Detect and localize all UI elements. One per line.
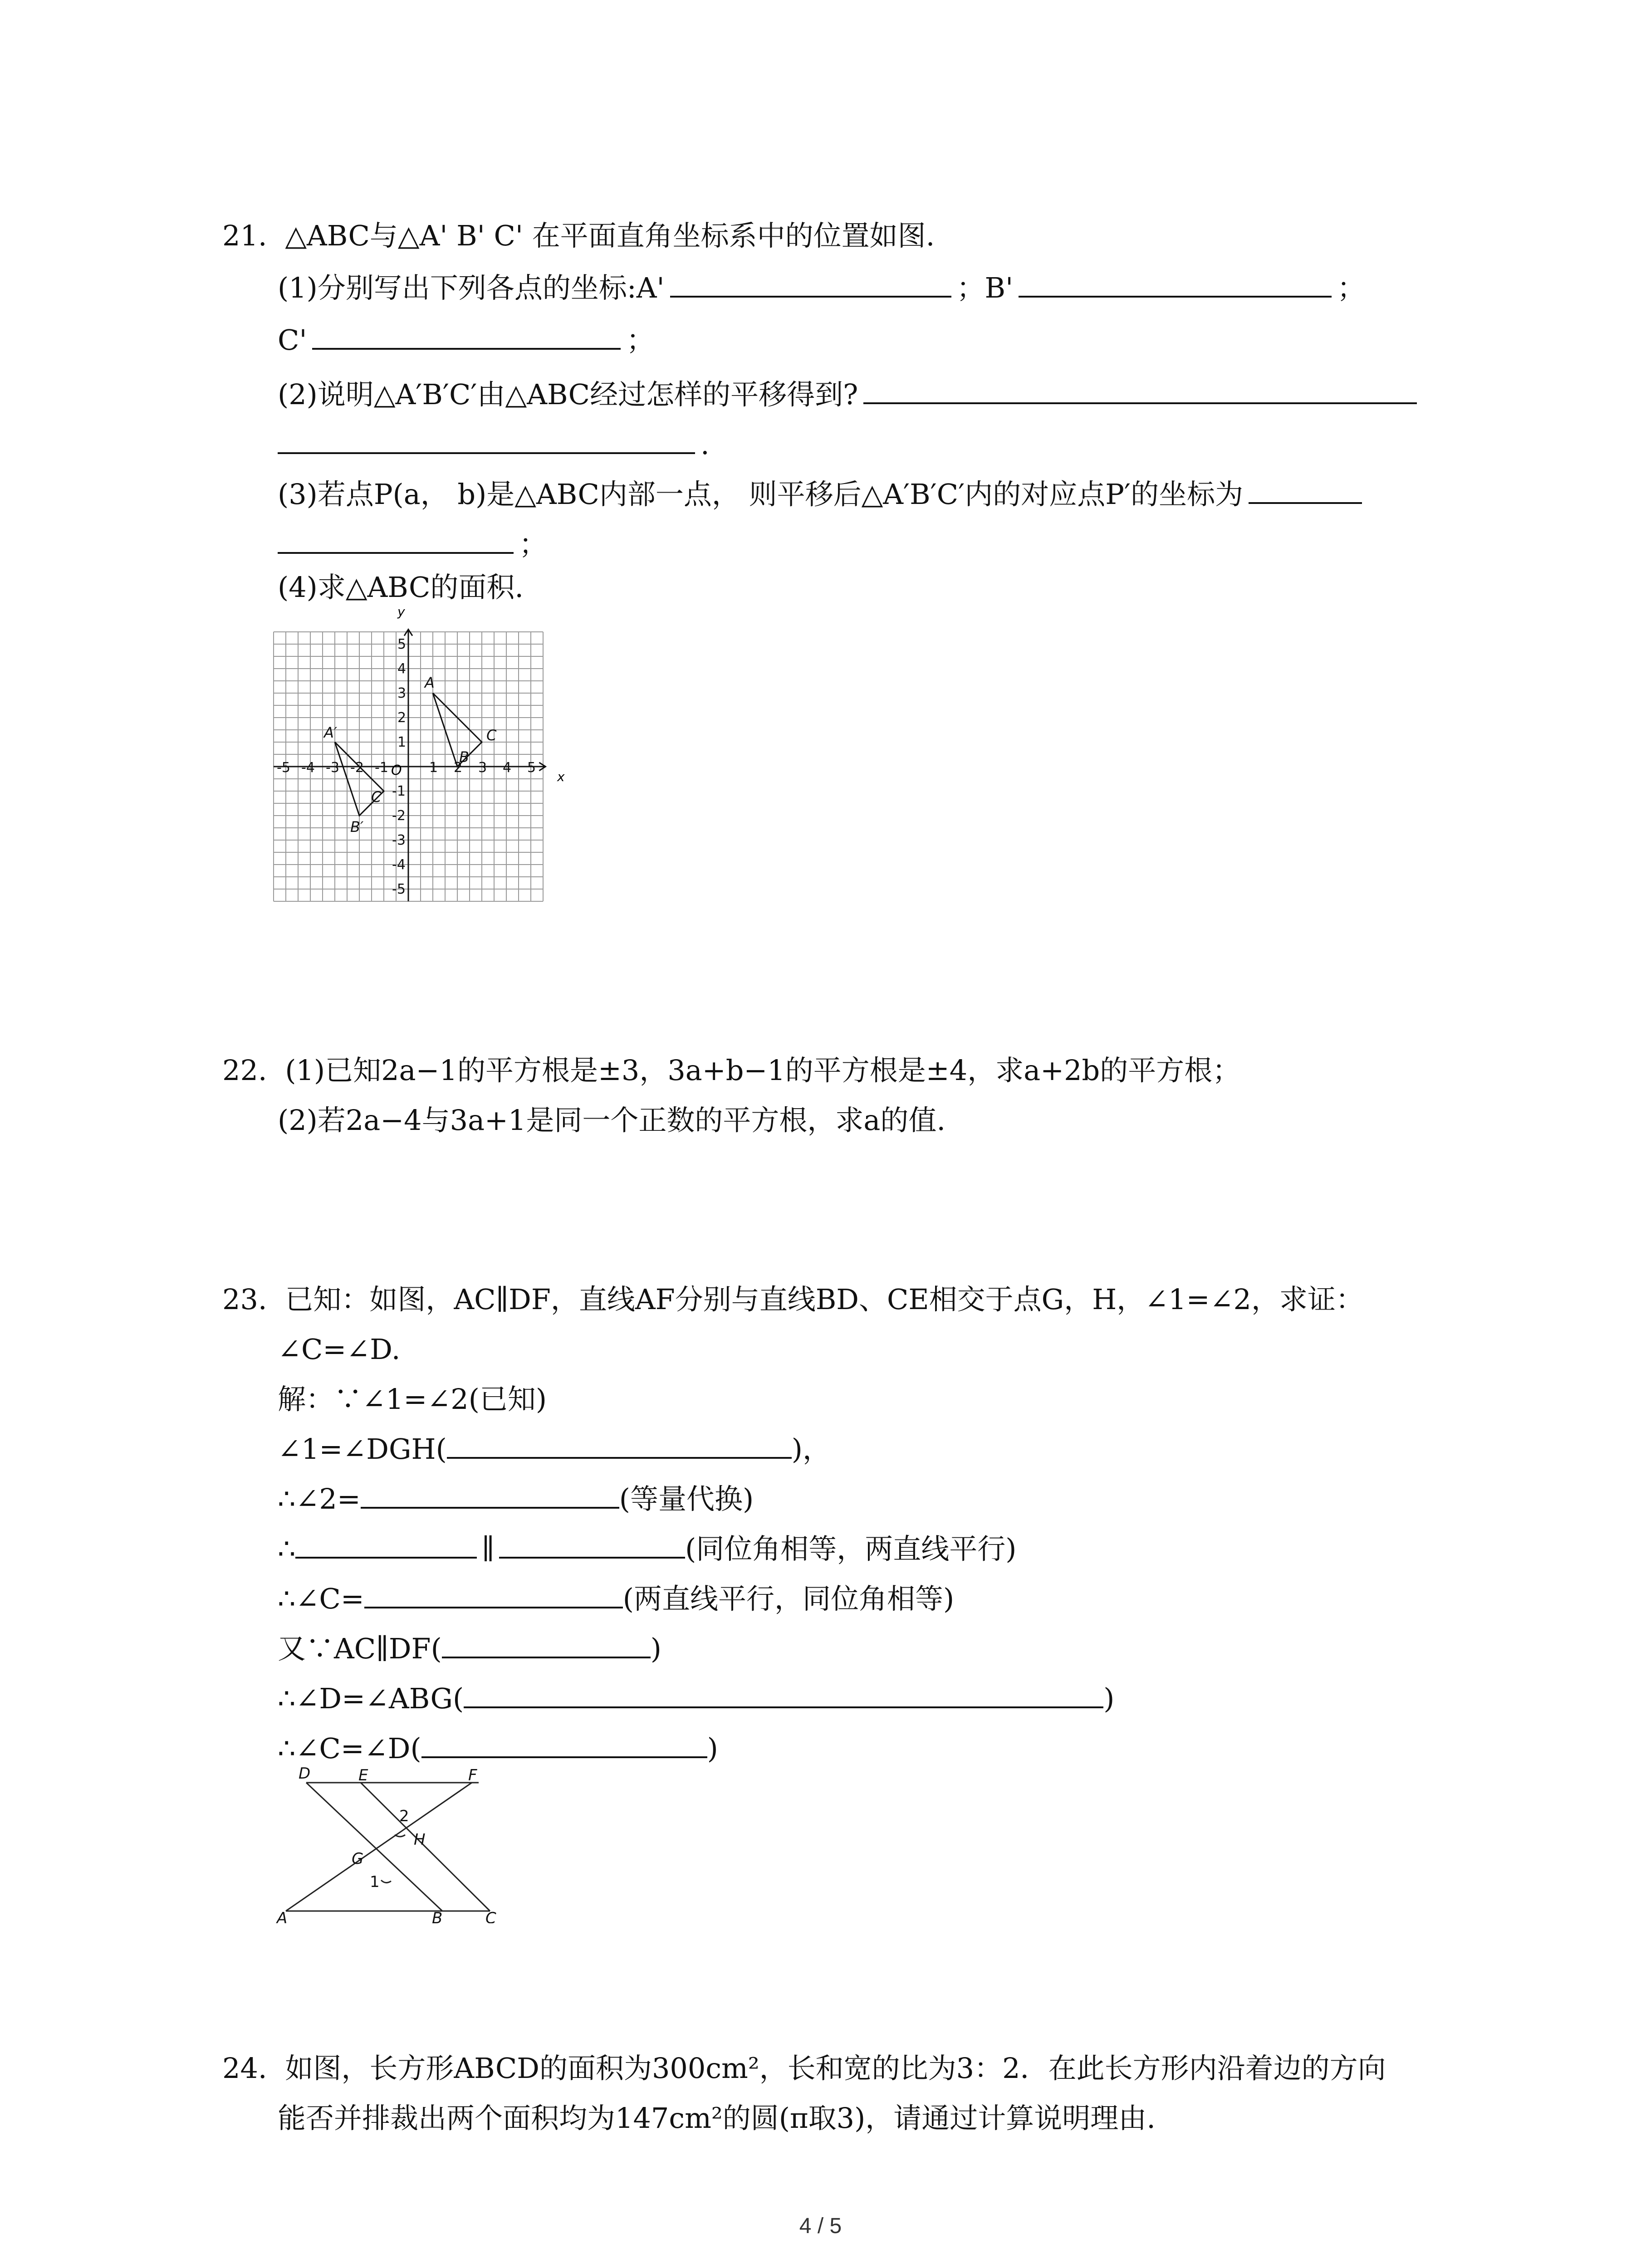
- y-tick-label: -4: [392, 857, 406, 873]
- parallel-lines-figure: [272, 1767, 508, 1923]
- q22-part1-text: (1)已知2a−1的平方根是±3，3a+b−1的平方根是±4，求a+2b的平方根；: [285, 1054, 1241, 1087]
- q23-l4-a: ∴: [278, 1532, 296, 1565]
- q21-part2-end: .: [700, 428, 710, 461]
- q23-proof-line-6: [278, 1631, 661, 1667]
- q23-l4-mid: ∥: [481, 1532, 495, 1565]
- label-B: B: [432, 1909, 443, 1923]
- label-G: G: [352, 1850, 364, 1868]
- q23-l2-a: ∠1=∠DGH(: [278, 1432, 447, 1466]
- x-tick-label: 5: [527, 760, 536, 776]
- q21-part4-text: (4)求△ABC的面积.: [278, 571, 524, 604]
- answer-blank-p-prime[interactable]: [1249, 478, 1362, 504]
- point-label: A: [425, 674, 435, 691]
- q23-l6-b: ): [650, 1632, 661, 1665]
- q21-stem: [222, 218, 935, 254]
- answer-blank-translation[interactable]: [863, 378, 1417, 404]
- x-tick-label: -3: [326, 760, 339, 776]
- q23-l5-b: (两直线平行，同位角相等): [622, 1582, 955, 1615]
- q23-proof-line-5: [278, 1581, 954, 1617]
- x-axis-label: x: [557, 769, 565, 784]
- origin-label: O: [391, 763, 402, 778]
- answer-blank-c-prime[interactable]: [312, 323, 621, 350]
- q22-number: 22.: [222, 1054, 267, 1087]
- q21-part3: [278, 476, 1367, 513]
- label-F: F: [468, 1767, 477, 1784]
- point-label: C: [486, 727, 497, 744]
- q23-l3-a: ∴∠2=: [278, 1482, 361, 1515]
- label-D: D: [299, 1767, 311, 1783]
- q21-part1: [278, 270, 1365, 306]
- label-A: A: [277, 1909, 288, 1923]
- label-H: H: [414, 1831, 426, 1849]
- label-2: 2: [399, 1807, 409, 1825]
- page-number: 4 / 5: [799, 2214, 842, 2238]
- answer-blank-b-prime[interactable]: [1019, 271, 1332, 298]
- y-axis-label: y: [397, 604, 405, 619]
- answer-blank-line-1[interactable]: [295, 1532, 477, 1559]
- q23-l3-b: (等量代换): [619, 1482, 754, 1515]
- x-tick-label: -4: [301, 760, 315, 776]
- label-C: C: [485, 1909, 496, 1923]
- q24-line-1: [222, 2050, 1386, 2087]
- q23-proof-line-7: [278, 1681, 1114, 1717]
- coordinate-grid-figure: [272, 603, 572, 903]
- q23-l7-a: ∴∠D=∠ABG(: [278, 1682, 464, 1715]
- q23-number: 23.: [222, 1283, 267, 1316]
- q24-number: 24.: [222, 2052, 267, 2085]
- q23-proof-line-2: [278, 1431, 831, 1467]
- q23-proof-line-1: [278, 1381, 547, 1418]
- q23-l2-b: )，: [791, 1432, 831, 1466]
- answer-blank-a-prime[interactable]: [670, 271, 951, 298]
- q21-number: 21.: [222, 219, 267, 252]
- q21-part1-c: [278, 322, 655, 358]
- q22-part2-text: (2)若2a−4与3a+1是同一个正数的平方根，求a的值.: [278, 1104, 946, 1137]
- x-tick-label: 4: [503, 760, 512, 776]
- answer-blank-reason-3[interactable]: [464, 1682, 1103, 1708]
- x-tick-label: -5: [277, 760, 290, 776]
- q21-part1-a: (1)分别写出下列各点的坐标:A': [278, 271, 665, 304]
- q23-l6-a: 又∵AC∥DF(: [278, 1632, 442, 1665]
- answer-blank-reason-1[interactable]: [447, 1432, 792, 1459]
- q23-l5-a: ∴∠C=: [278, 1582, 364, 1615]
- q23-proof-line-3: [278, 1481, 754, 1517]
- q23-proof-line-4: [278, 1531, 1016, 1567]
- x-tick-label: 1: [429, 760, 438, 776]
- answer-blank-translation-2[interactable]: [278, 428, 695, 454]
- q23-l8-b: ): [707, 1732, 718, 1765]
- q24-l1: 如图，长方形ABCD的面积为300cm²，长和宽的比为3：2．在此长方形内沿着边的方向: [285, 2052, 1386, 2085]
- q23-l8-a: ∴∠C=∠D(: [278, 1732, 421, 1765]
- q21-part1-b: ；B': [956, 271, 1014, 304]
- label-1: 1: [370, 1873, 380, 1891]
- point-label: A′: [324, 724, 338, 741]
- answer-blank-angle-c[interactable]: [364, 1582, 623, 1608]
- q21-part2-text: (2)说明△A′B′C′由△ABC经过怎样的平移得到?: [278, 378, 858, 411]
- q21-part3-text: (3)若点P(a， b)是△ABC内部一点， 则平移后△A′B′C′内的对应点P′的坐标为: [278, 478, 1244, 511]
- point-label: B: [459, 748, 469, 766]
- y-tick-label: -2: [392, 808, 406, 824]
- q24-line-2: [278, 2100, 1156, 2136]
- q21-part2: [278, 376, 1422, 413]
- point-label: B′: [350, 818, 364, 836]
- q21-part1-end: ；: [1337, 271, 1366, 304]
- q21-part3-end: ；: [519, 528, 548, 561]
- q23-stem-2: [278, 1331, 401, 1368]
- answer-blank-reason-2[interactable]: [442, 1632, 651, 1658]
- answer-blank-angle-2[interactable]: [361, 1482, 619, 1509]
- y-tick-label: 5: [397, 636, 407, 652]
- q21-part4: [278, 569, 524, 606]
- y-tick-label: -3: [392, 832, 406, 848]
- x-tick-label: -2: [350, 760, 364, 776]
- x-tick-label: 3: [478, 760, 487, 776]
- q23-stem-text: 已知：如图，AC∥DF，直线AF分别与直线BD、CE相交于点G，H，∠1=∠2，求证：: [285, 1283, 1364, 1316]
- q21-part1-c-label: C': [278, 323, 307, 357]
- q24-l2: 能否并排裁出两个面积均为147cm²的圆(π取3)，请通过计算说明理由.: [278, 2102, 1156, 2135]
- q21-stem-text: △ABC与△A' B' C' 在平面直角坐标系中的位置如图.: [285, 219, 935, 252]
- y-tick-label: 2: [397, 710, 407, 726]
- y-tick-label: 1: [397, 734, 407, 750]
- answer-blank-reason-4[interactable]: [421, 1732, 707, 1758]
- q21-part2-cont: [278, 426, 710, 463]
- q22-part2: [278, 1102, 945, 1139]
- x-tick-label: 2: [454, 760, 463, 776]
- q23-l1: 解：∵∠1=∠2(已知): [278, 1383, 547, 1416]
- q23-stem-text-2: ∠C=∠D.: [278, 1333, 401, 1366]
- label-E: E: [358, 1767, 368, 1784]
- y-tick-label: 3: [397, 685, 407, 701]
- answer-blank-p-prime-2[interactable]: [278, 528, 514, 554]
- q23-stem: [222, 1281, 1364, 1318]
- y-tick-label: -5: [392, 881, 406, 897]
- answer-blank-line-2[interactable]: [499, 1532, 685, 1559]
- q23-l4-b: (同位角相等，两直线平行): [685, 1532, 1017, 1565]
- point-label: C′: [371, 788, 385, 806]
- q21-part3-cont: [278, 526, 547, 562]
- q22-part1: [222, 1052, 1240, 1089]
- q23-l7-b: ): [1103, 1682, 1115, 1715]
- y-tick-label: -1: [392, 783, 406, 799]
- x-tick-label: -1: [375, 760, 388, 776]
- y-tick-label: 4: [397, 661, 407, 677]
- q23-proof-line-8: [278, 1730, 718, 1767]
- q21-part1-c-end: ；: [626, 323, 655, 357]
